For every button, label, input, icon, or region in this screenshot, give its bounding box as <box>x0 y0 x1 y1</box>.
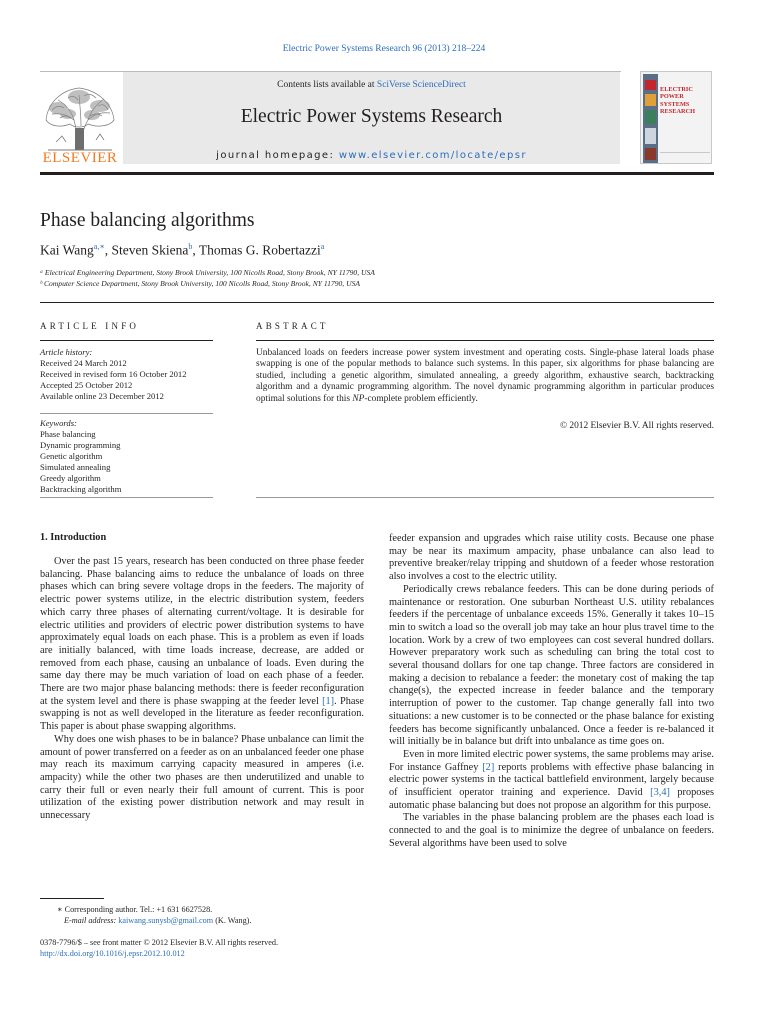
keyword-item: Backtracking algorithm <box>40 484 122 494</box>
email-link[interactable]: kaiwang.sunysb@gmail.com <box>118 916 214 925</box>
author-name: Thomas G. Robertazzi <box>198 242 321 258</box>
elsevier-wordmark: ELSEVIER <box>42 150 118 166</box>
journal-homepage <box>123 150 620 161</box>
body-column-left <box>40 556 364 823</box>
article-info-end-rule <box>40 497 213 498</box>
keyword-item: Simulated annealing <box>40 462 111 472</box>
abstract-np-term: NP <box>352 393 365 404</box>
body-paragraph <box>389 749 714 813</box>
footnote-line: ∗ Corresponding author. Tel.: +1 631 6627528. <box>57 905 213 914</box>
journal-name: Electric Power Systems Research <box>240 106 503 127</box>
journal-cover-thumbnail[interactable] <box>640 71 712 164</box>
abstract-rule <box>256 340 714 341</box>
body-paragraph: The variables in the phase balancing problem are the phases each load is connected to and the goal is to minimize the degree of unbalance on feeders. Several algorithms have been used to solve <box>389 812 714 849</box>
header-bottom-rule <box>40 172 714 175</box>
issn-line: 0378-7796/$ – see front matter © 2012 Elsevier B.V. All rights reserved. <box>40 938 279 947</box>
author-name: Kai Wang <box>40 242 94 258</box>
cover-title-line1: ELECTRIC POWER <box>660 86 693 101</box>
author-affiliation-marker[interactable]: b <box>188 242 193 251</box>
body-text: proposes automatic phase balancing but does not propose an algorithm for this purpose. <box>389 787 714 811</box>
email-suffix: (K. Wang). <box>213 916 252 925</box>
body-text: Over the past 15 years, research has been conducted on three phase feeder balancing. Phase balancing aims to reduce the unbalance of loads on three phases which can bring severe voltage drops in the feeders. The majority of electric power systems utilize, in the electric distribution system, feeders which carry three phases of alternating current/voltage. It is desirable for electric utilities and providers of electric power distribution systems to have approximately equal loads on each phase. This is a problem as even if loads are initially balanced, with time loads increase, decrease, are added or removed from each phase, causing an unbalance of loads. Even during the same day there may be much variation of load on each phase of a feeder. There are two major phase balancing methods: there is feeder reconfiguration at the system level and there is phase swapping at the feeder level <box>40 556 364 707</box>
footnote-email <box>40 915 251 926</box>
section-heading-introduction: 1. Introduction <box>40 532 107 543</box>
corresponding-author-footnote <box>40 904 251 926</box>
affiliation-b: ᵇ Computer Science Department, Stony Brook University, 100 Nicolls Road, Stony Brook, NY 11790, USA <box>40 279 361 288</box>
keyword-item: Greedy algorithm <box>40 473 101 483</box>
abstract-body-end: -complete problem efficiently. <box>364 393 478 404</box>
article-history <box>40 347 215 402</box>
doi-link[interactable]: http://dx.doi.org/10.1016/j.epsr.2012.10.012 <box>40 949 185 958</box>
reference-link[interactable]: [1] <box>322 695 335 707</box>
author-name: Steven Skiena <box>111 242 189 258</box>
body-paragraph: Why does one wish phases to be in balance? Phase unbalance can limit the amount of power transferred on a feeder as on an unbalanced feeder one phase may reach its maximum carrying capacity measured in amperes (i.e. ampacity) while the other two phases are then underutilized and unable to carry their full or even nearly their full amount of current. This is poor utilization of the existing power distribution network and may result in unnecessary <box>40 733 364 822</box>
history-item: Received 24 March 2012 <box>40 358 127 368</box>
contents-line <box>123 80 620 90</box>
homepage-link[interactable]: www.elsevier.com/locate/epsr <box>338 150 527 161</box>
article-title: Phase balancing algorithms <box>40 210 255 231</box>
article-info-heading: ARTICLE INFO <box>40 321 140 331</box>
article-info-rule <box>40 340 213 341</box>
footnote-rule <box>40 898 104 899</box>
abstract-body: Unbalanced loads on feeders increase power system investment and operating costs. Single-phase lateral loads phase swapping is one of the popular methods to balance such systems. In this paper, six algorithms for phase balancing are studied, including a genetic algorithm, simulated annealing, a greedy algorithm, exhaustive search, backtracking algorithm and a dynamic programming algorithm. The novel dynamic programming algorithm in particular produces optimal solutions for this <box>256 348 714 404</box>
reference-link[interactable]: [3,4] <box>650 787 670 799</box>
history-item: Received in revised form 16 October 2012 <box>40 369 187 379</box>
issn-doi-block <box>40 937 278 959</box>
sciencedirect-link[interactable]: SciVerse ScienceDirect <box>376 80 466 90</box>
reference-link[interactable]: [2] <box>482 761 495 773</box>
body-text: Even in more limited electric power systems, the same problems may arise. For instance Gaffney <box>389 748 714 773</box>
cover-title-line2: SYSTEMS RESEARCH <box>660 100 695 116</box>
keywords-label: Keywords: <box>40 418 77 428</box>
contents-prefix: Contents lists available at <box>277 80 377 90</box>
cover-title <box>660 86 712 116</box>
author-list: Kai Wang$^{a,∗}$, Steven Skiena$^b$, Thomas G. Robertazzi$^a$ <box>40 242 325 258</box>
history-item: Accepted 25 October 2012 <box>40 380 133 390</box>
body-paragraph <box>40 556 364 734</box>
keyword-item: Genetic algorithm <box>40 451 103 461</box>
author-affiliation-marker[interactable]: a,∗ <box>93 242 105 251</box>
abstract-end-rule <box>256 497 714 498</box>
history-item: Available online 23 December 2012 <box>40 391 164 401</box>
body-text: . Phase swapping is not as well developed in the literature as feeder reconfiguration. This paper is about phase swapping algorithms. <box>40 695 364 733</box>
affiliation-a: ᵃ Electrical Engineering Department, Stony Brook University, 100 Nicolls Road, Stony Brook, NY 11790, USA <box>40 268 375 277</box>
abstract-heading: ABSTRACT <box>256 321 329 331</box>
article-info-divider <box>40 413 213 414</box>
keyword-item: Phase balancing <box>40 429 96 439</box>
homepage-prefix: journal homepage: <box>216 150 339 161</box>
history-label: Article history: <box>40 347 93 357</box>
body-text: reports problems with effective phase balancing in electric power systems in the tactical battlefield environment, largely because of insufficient operator training and experience. David <box>389 761 714 799</box>
body-paragraph: feeder expansion and upgrades which raise utility costs. Because one phase may be near its maximum ampacity, phase unbalance can also lead to preventive breaker/relay tripping and shutdown of a feeder whose restoration also involves a cost to the electric utility. <box>389 533 714 583</box>
body-paragraph: Periodically crews rebalance feeders. This can be done during periods of maintenance or restoration. One suburban Northeast U.S. utility rebalances feeders if the percentage of unbalance exceeds 15%. Generally it takes 10–15 min to switch a load so the overall job may take an hour plus travel time to the location. Work by a crew of two employees can cost several hundred dollars. However preparatory work such as scheduling can bring the total cost to several thousand dollars for one tap change. Three factors are considered in making a decision to rebalance a feeder: the monetary cost of making the tap change(s), the expected increase in feeder balance and the temporary interruption of power to the customer. Tap change generally fall into two situations: a new customer is to be connected or the phase balance for existing feeders has become significantly unbalanced. Once a feeder is re-balanced it will initially be in balance but drift into unbalance as time goes on. <box>389 583 714 748</box>
abstract-copyright: © 2012 Elsevier B.V. All rights reserved. <box>559 421 714 431</box>
affiliation-rule <box>40 302 714 303</box>
journal-citation[interactable]: Electric Power Systems Research 96 (2013) 218–224 <box>282 44 486 54</box>
email-label: E-mail address: <box>64 916 119 925</box>
keyword-item: Dynamic programming <box>40 440 121 450</box>
body-column-right <box>389 533 714 851</box>
keywords <box>40 418 215 495</box>
author-affiliation-marker[interactable]: a <box>320 242 325 251</box>
abstract-text <box>256 348 714 405</box>
